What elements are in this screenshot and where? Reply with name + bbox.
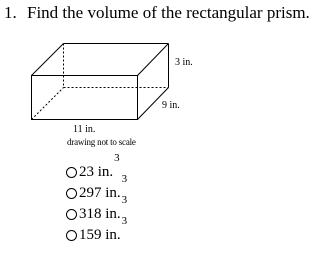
height-label: 3 in.	[175, 57, 193, 68]
choice-a-text: 23 in.	[79, 164, 114, 180]
scale-note: drawing not to scale	[67, 137, 136, 147]
choice-c-text: 318 in.	[79, 206, 121, 222]
answer-choices	[66, 152, 128, 248]
choice-b[interactable]: 297 in. $^3$	[66, 185, 127, 206]
question-text: Find the volume of the rectangular prism.	[27, 3, 310, 22]
width-label: 11 in.	[73, 124, 96, 135]
prism-hidden-diagonal-edge	[32, 88, 64, 120]
radio-button[interactable]	[66, 167, 77, 178]
choice-c[interactable]: 318 in. $^3$	[66, 206, 127, 227]
choice-a[interactable]: 23 in. $^3$	[66, 164, 127, 185]
prism-top-left-edge	[32, 44, 64, 76]
choice-d-text: 159 in.	[79, 227, 121, 243]
radio-button[interactable]	[66, 230, 77, 241]
radio-button[interactable]	[66, 209, 77, 220]
radio-button[interactable]	[66, 188, 77, 199]
prism-front-face	[32, 76, 138, 120]
prism-top-right-edge	[138, 44, 169, 76]
choice-d[interactable]: 159 in. $^3$	[66, 227, 127, 248]
depth-label: 9 in.	[162, 100, 180, 111]
question-number: 1.	[4, 3, 17, 22]
choice-b-text: 297 in.	[79, 185, 121, 201]
